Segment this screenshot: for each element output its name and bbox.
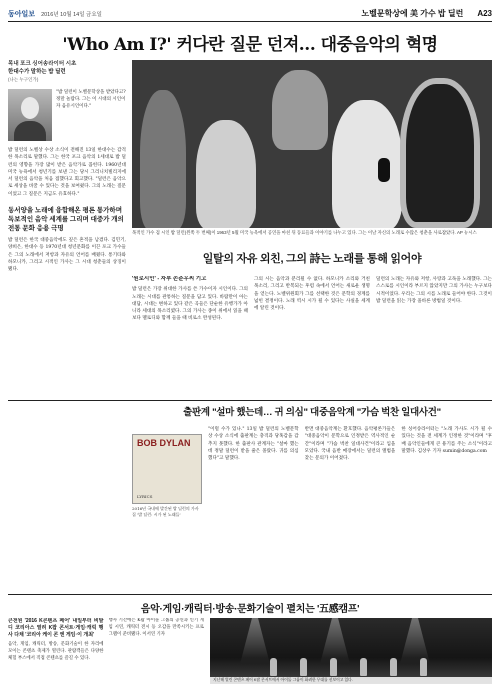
page-number: A23 [477,9,492,18]
column-text: 그의 시는 음악과 분리될 수 없다. 하모니카 소리와 거친 목소리, 그리고 반복되는 후렴 속에서 언어는 새로운 생명을 얻는다. 노벨위원회가 그를 선택한 것은 문학의 경계를 넓힌 결정이다. 노래 역시 시가 될 수 있다는 사실을 세계에 알린 것이다. [254,277,370,312]
photo-caption: 목적인 가수 겸 시인 밥 딜런(왼쪽 두 번째)이 1963년 5월 미국 뉴욕에서 공연을 마친 뒤 동료들과 이야기를 나누고 있다. 그는 이날 자신의 노래로 수많은 청춘을 사로잡았다. AP 뉴시스 [132,230,477,235]
photo-figure [140,90,186,228]
album-cover [132,434,202,504]
performer [270,658,277,676]
reaction-box [132,404,492,550]
column-text: 한 싱어송라이터는 "노래 가사도 시가 될 수 있다는 것을 전 세계가 인정한 것"이라며 "후배 음악인들에게 큰 용기를 주는 소식"이라고 말했다. 김상우 기자 sumin@donga.com [401,427,493,454]
spotlight [400,618,430,664]
article-column [8,618,104,684]
column-subhead: '원로시인' - 자부 손준우씨 기고 [132,276,207,282]
article-columns-3 [208,426,492,546]
photo-figure [196,120,256,228]
sidebar-subhead-line2: 한대수가 말하는 밥 딜런 [8,69,66,75]
bottom-lead: 큰전원 '2016 K콘텐츠 페어' 내일부터 비발디 코리아스 열려 K팝 콘서트·게임·캐릭 행사 다채 '코리아 케이 콘 엔 게임·이 개최' [8,618,104,638]
column-text: 딜런의 노래는 자유와 저항, 사랑과 고독을 노래했다. 그는 스스로를 시인이라 부르지 않았지만 그의 가사는 누구보다 시적이었다. 우리는 그의 시를 노래로 들어야 한다. 그것이 밥 딜런을 읽는 가장 올바른 방법일 것이다. [376,277,492,304]
divider [8,594,492,595]
bottom-article [8,618,492,684]
section-headline-3: 출판계 "설마 했는데… 귀 의심" 대중음악계 "가슴 벅찬 일대사건" [183,407,441,418]
left-column [8,60,126,590]
column-text: 반면 대중음악계는 환호했다. 음악평론가들은 "대중음악이 문학으로 인정받은 역사적인 순간"이라며 "가슴 벅찬 일대사건"이라고 입을 모았다. 국내 음반 매장에서는 딜런의 앨범을 찾는 문의가 이어졌다. [304,427,396,462]
sidebar-subhead [8,60,126,76]
concert-caption: 지난해 열린 콘텐츠 페어 K팝 콘서트에서 아이돌 그룹이 화려한 무대를 선보이고 있다. [210,677,492,684]
sidebar-subhead-line1: 목내 포크 싱어송라이터 시초 [8,61,77,67]
portrait-photo [8,89,52,141]
article-column [254,276,370,396]
divider [8,400,492,401]
newspaper-logo: 동아일보 [8,10,36,18]
album-title: BOB DYLAN [137,438,191,448]
photo-figure-dylan [400,78,480,228]
column-text: 행사 기간에는 K팝 아이돌 그룹의 공연과 인기 게임 시연, 캐릭터 전시 등 오감을 만족시키는 프로그램이 준비됐다. 이서연 기자 [108,618,204,637]
performer [420,658,427,676]
section-headline-2: 일탈의 자유 외친, 그의 詩는 노래를 통해 읽어야 [202,253,422,265]
microphone-icon [378,158,390,182]
column-text: 음악, 게임, 캐릭터, 방송, 문화기술이 한 자리에 모이는 콘텐츠 축제가 열린다. 관람객들은 다양한 체험 부스에서 직접 콘텐츠를 즐길 수 있다. [8,642,104,661]
pull-body: 밥 딜런은 한국 대중음악에도 깊은 흔적을 남겼다. 김민기, 양희은, 한대수 등 1970년대 청년문화를 이끈 포크 가수들은 그의 노래에서 저항과 자유의 언어를 배웠다. 통기타와 하모니카, 그리고 시적인 가사는 그 시대 청춘들의 상징이 됐다. [8,238,126,273]
article-column [132,276,248,396]
photo-figure [332,100,402,228]
main-photo [132,60,492,228]
performer [360,658,367,676]
performer [390,658,397,676]
section-title: 노벨문학상에 美 가수 밥 딜런 [361,9,464,18]
performer [330,658,337,676]
spotlight [240,618,270,664]
section-headline-4: 음악·게임·캐릭터·방송·문화기술이 펼치는 '五感캠프' [140,604,360,615]
article-column [376,276,492,396]
album-caption: 2016년 국내에 발간된 밥 딜런의 가사집 '밥 딜런: 시가 된 노래들' [132,506,199,517]
photo-figure [272,70,328,150]
concert-photo [210,618,492,684]
bottom-text [8,618,204,684]
mugshot-block [8,89,126,141]
pull-headline: 동서양을 노래에 융합해온 평론 통가하며 독보적인 음악 세계를 그리며 대중가 개의 전통 문화 응용 극명 [8,207,124,233]
column-text: 밥 딜런은 가장 위대한 가사를 쓴 가수이자 시인이다. 그의 노래는 시대를 관통하는 질문을 담고 있다. 바람만이 아는 대답, 시대는 변하고 있다 같은 곡들은 단순한 유행가가 아니라 세대의 목소리였다. 그의 가사는 종이 위에서 읽을 때보다 멜로디와 함께 들을 때 비로소 완성된다. [132,287,248,322]
article-columns-2 [132,276,492,396]
performer [300,658,307,676]
masthead [8,6,492,22]
sidebar-body: 밥 딜런의 노벨상 수상 소식이 전해진 13일 한대수는 감격한 목소리로 말했다. 그는 한국 포크 음악의 1세대로 밥 딜런의 영향을 가장 많이 받은 음악가로 꼽힌다. 1960년대 미국 뉴욕에서 청년기를 보낸 그는 당시 그리니치빌리지에서 딜런의 음악을 처음 접했다고 회고했다. "딜런은 음악으로 세상을 바꿀 수 있다는 것을 보여줬다. 그의 노래는 질문이었고 그 질문은 지금도 유효하다." [8,148,126,197]
issue-date: 2016년 10월 14일 금요일 [41,11,102,18]
mugshot-quote: "밥 딜런이 노벨문학상을 받았다고? 정말 놀랍다. 그는 이 시대의 시인이자 음유시인이다." [56,90,126,109]
sidebar-byline: (나는 누구인가) [8,77,39,82]
album-subtitle: LYRICS [137,494,153,499]
column-text: "이럴 수가 있나." 13일 밥 딜런의 노벨문학상 수상 소식에 출판계는 충격과 당혹감을 감추지 못했다. 한 출판사 관계자는 "설마 했는데 정말 딜런이 받을 줄은 몰랐다. 귀를 의심했다"고 말했다. [208,427,299,462]
main-headline: 'Who Am I?' 커다란 질문 던져… 대중음악의 혁명 [62,35,438,55]
spotlight [320,618,350,664]
